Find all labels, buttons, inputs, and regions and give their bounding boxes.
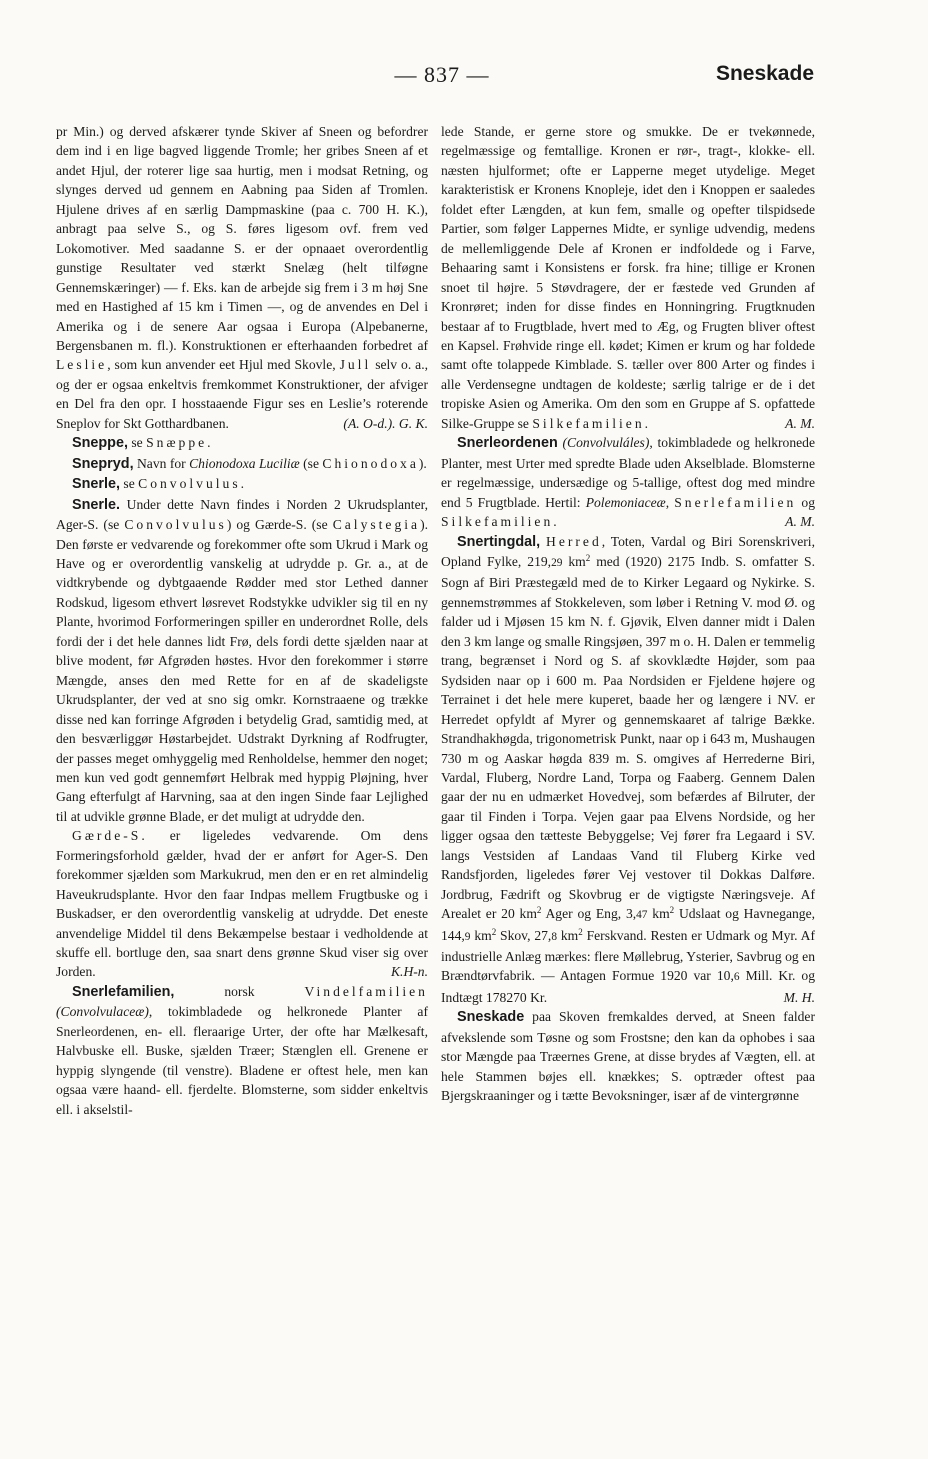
headword: Snertingdal, (457, 533, 541, 550)
author-signature: K.H-n. (390, 964, 428, 980)
cross-reference: Calystegia (332, 517, 421, 533)
entry-snerle: Snerle. Under dette Navn findes i Norden 2 Ukrudsplanter, Ager-S. (se Convolvulus) og Gærde-S. (se Calystegia). Den første er vedvarende og forekommer ofte som Ukrud i Mark og Have og er overordentlig vanskelig at udrydde p. Gr. a., at de vidtkrybende og dybtgaaende Rødder med stor Lethed danner Rodskud, ligesom ethvert løsrevet Rodstykke udvikler sig til en ny Plante, hvorimod Forformeringen spiller en underordnet Rolle, dels fordi der i det hele dannes lidt Frø, dels fordi dette sjælden naar at blive modent, før Afgrøden høstes. Hvor den forekommer i større Mængde, anses den med Rette for en af de skadeligste Ukrudsplanter, der ved at sno sig omkr. Kornstraaene og trække disse ned kan forringe Afgrøden i betydelig Grad, samtidig med, at den besværliggør Høstarbejdet. Udstrakt Dyrkning af Rodfrugter, der passes meget omhyggelig med Renholdelse, hemmer den noget; men kun ved godt gennemført Helbrak med hyppig Pløjning, hver Gang efterfulgt af Harvning, saa at den ingen Sinde faar Lejlighed til at udvikle grønne Blade, er det muligt at udrydde den. (56, 496, 429, 824)
headword: Snerleordenen (457, 435, 558, 452)
author-signature: M. H. (783, 989, 815, 1005)
name-leslie: Leslie (56, 357, 108, 373)
cross-reference: Silkefamilien. (532, 415, 652, 431)
headword: Sneppe, (72, 435, 128, 452)
author-signature: A. M. (785, 415, 815, 431)
headword: Snerle, (72, 476, 120, 493)
entry-sneplov-continued: pr Min.) og derved afskærer tynde Skiver af Sneen og befordrer dem ind i en lige bagved liggende Tromle; her gribes Sneen af et andet Hjul, der roterer lige saa hurtig, men i modsat Retning, og slynges derved ud gennem en Aabning paa Siden af Tromlen. Hjulene drives af en særlig Dampmaskine (paa c. 700 H. K.), anbragt paa selve S., og S. føres ligesom ovf. frem ved Lokomotiver. Med saadanne S. er der opnaaet overordentlig gunstige Resultater ved stærkt Snelæg (helt tilføgne Gennemskæringer) — f. Eks. kan de arbejde sig frem i 3 m høj Sne med en Hastighed af 15 km i Timen —, og de anvendes en Del i Amerika og i de senere Aar ogsaa i Europa (Alpebanerne, Bergensbanen m. fl.). Konstruktionen er efterhaanden forbedret af Leslie, som kun anvender eet Hjul med Skovle, Jull selv o. a., og der er ogsaa enkeltvis fremkommet Konstruktioner, der afviger en Del fra den opr. I hosstaaende Figur ses en Leslie’s roterende Sneplov for Skt Gotthardbanen. (A. O-d.). G. K. (56, 122, 428, 433)
headword: Snepryd, (72, 455, 134, 472)
cross-reference: Convolvulus (124, 517, 227, 533)
cross-reference: Chionodoxa (322, 455, 419, 471)
entry-snertingdal: Snertingdal, Herred, Toten, Vardal og Biri Sorenskriveri, Opland Fylke, 219,29 $km^2$ med (1920) 2175 Indb. S. omfatter S. Sogn af Biri Præstegæld med de to Kirker Legaard og Nykirke. S. gennemstrømmes af Stokkeleven, som løber i Retning V. mod Ø. og falder ud i Mjøsen 15 km N. f. Gjøvik, Elven danner midt i Dalen den 3 km lange og smalle Ringsjøen, 397 m o. H. Dalen er temmelig trang, begrænset i Nord og S. af skovklædte Højder, som paa Sydsiden naar op i 600 m. Paa Nordsiden er Fjeldene højere og Terrainet i det hele mere kuperet, baade her og længere i NV. er Herredet opfyldt af Myrer og gennemskaaret af talrige Bække. Strandhakhøgda, trigonometrisk Punkt, naar op i 643 m, Mushaugen 730 m og Aaskar høgda 839 m. S. omgives af Herrederne Biri, Vardal, Fluberg, Nordre Land, Torpa og Faaberg. Gennem Dalen gaar der nu en udmærket Hovedvej, som befærdes af Bilruter, der gaar til Finden i Torpa. Vejen gaar paa Elvens Nordside, og her ligger ogsaa den tætteste Bebyggelse; Vej fører fra Legaard i SV. langs Vestsiden af Landaas Vand til Fluberg Kirke ved Randsfjorden, ligeledes fører Vej vestover til Dokkas Dalføre. Jordbrug, Fædrift og Skovbrug er de vigtigste Næringsveje. Af Arealet er 20 $km^2$ Ager og Eng, 3,47 $km^2$ Udslaat og Havnegange, 144,9 $km^2$ Skov, 27,8 $km^2$ Ferskvand. Resten er Udmark og Myr. Af industrielle Anlæg mærkes: flere Møllebrug, Ysterier, Savbrug og en Brændtørvfabrik. — Antagen Formue 1920 var 10,6 Mill. Kr. og Indtægt 178270 Kr. M. H. (441, 532, 815, 1008)
cross-reference: Silkefamilien. (441, 514, 560, 530)
name-jull: Jull (339, 357, 372, 373)
cross-reference: Convolvulus. (138, 476, 248, 492)
author-signature: A. M. (785, 514, 815, 530)
cross-reference: Snæppe. (146, 435, 214, 451)
author-signature: (A. O-d.). G. K. (343, 415, 428, 431)
left-column (56, 122, 428, 1119)
right-column (441, 122, 815, 1106)
page-header (0, 62, 928, 102)
entry-sneppe: Sneppe, se Snæppe. (72, 435, 214, 452)
running-head: Sneskade (715, 62, 814, 85)
entry-snepryd: Snepryd, Navn for Chionodoxa Luciliæ (se Chionodoxa). (72, 455, 427, 472)
entry-gaerde-s: Gærde-S. er ligeledes vedvarende. Om dens Formeringsforhold gælder, hvad der er anført for Ager-S. Den forekommer sjælden som Markukrud, men den er en ret almindelig Haveukrudsplante. Hvor den faar Indpas mellem Frugtbuske og i Buskadser, er den overordentlig vanskelig at udrydde. Det eneste anvendelige Middel til dens Bekæmpelse bestaar i vedholdende at skuffe ell. bortluge den, saa snart dens grønne Skud viser sig over Jorden. K.H-n. (56, 826, 428, 982)
cross-reference: Snerlefamilien (674, 494, 797, 510)
entry-snerle-ref: Snerle, se Convolvulus. (72, 476, 248, 493)
entry-snerlefamilien: Snerlefamilien, norsk Vindelfamilien (Convolvulaceæ), tokimbladede og helkronede Planter af Snerleordenen, en- ell. fleraarige Urter, der ofte har Mælkesaft, Halvbuske ell. Buske, sjælden Træer; Stænglen ell. Grenene er hyppig slyngende (til venstre). Bladene er oftest hele, men kan ogsaa være haand- ell. fjerdelte. Blomsterne, som sidder enkeltvis ell. i akselstil- (56, 983, 428, 1117)
entry-sneskade: Sneskade paa Skoven fremkaldes derved, at Sneen falder afvekslende som Tøsne og som Frostsne; den kan da ophobes i saa stor Mængde paa Træernes Grene, at disse brydes af Vægten, ell. at hele Stammen bøjes ell. knækkes; S. optræder oftest paa Bjergskraaninger og i tætte Bevoksninger, især af de vintergrønne (441, 1009, 815, 1104)
headword: Snerlefamilien, (72, 983, 175, 1000)
entry-snerleordenen: Snerleordenen (Convolvuláles), tokimbladede og helkronede Planter, mest Urter med spredte Blade uden Akselblade. Blomsterne er regelmæssige, undersædige og 5-tallige, oftest dog med mindre end 5 Frugtblade. Hertil: Polemoniaceæ, Snerlefamilien og Silkefamilien. A. M. (441, 433, 815, 531)
headword: Sneskade (457, 1009, 525, 1026)
headword: Snerle. (72, 496, 120, 513)
entry-snerlefamilien-continued: lede Stande, er gerne store og smukke. De er tvekønnede, regelmæssige og femtallige. Kronen er rør-, tragt-, klokke- ell. næsten hjulformet; ofte er Lapperne meget utydelige. Meget karakteristisk er Kronens Knopleje, idet den i Knoppen er saaledes foldet efter Længden, at kun fem, smalle og opefter tilspidsede Partier, som følger Lappernes Midte, er synlige udvendig, medens de mellemliggende Dele af Kronen er indfoldede og i Farve, Behaaring samt i Konsistens er forsk. fra hine; tillige er Kronen snoet til højre. 5 Støvdragere, der er fæstede ved Grunden af Kronrøret; inden for disse findes en Honningring. Frugtknuden bestaar af to Frugtblade, hvert med to Æg, og Frugten bliver oftest en Kapsel. Frøhvide ringe ell. kødet; Kimen er krum og har foldede samt ofte tolappede Kimblade. S. tæller over 800 Arter og findes i alle Verdensegne undtagen de koldeste; særlig talrige er de i det tropiske Asien og Amerika. Om den som en Gruppe af S. opfattede Silke-Gruppe se Silkefamilien. A. M. (441, 122, 815, 433)
page-number: — 837 — (394, 62, 490, 87)
